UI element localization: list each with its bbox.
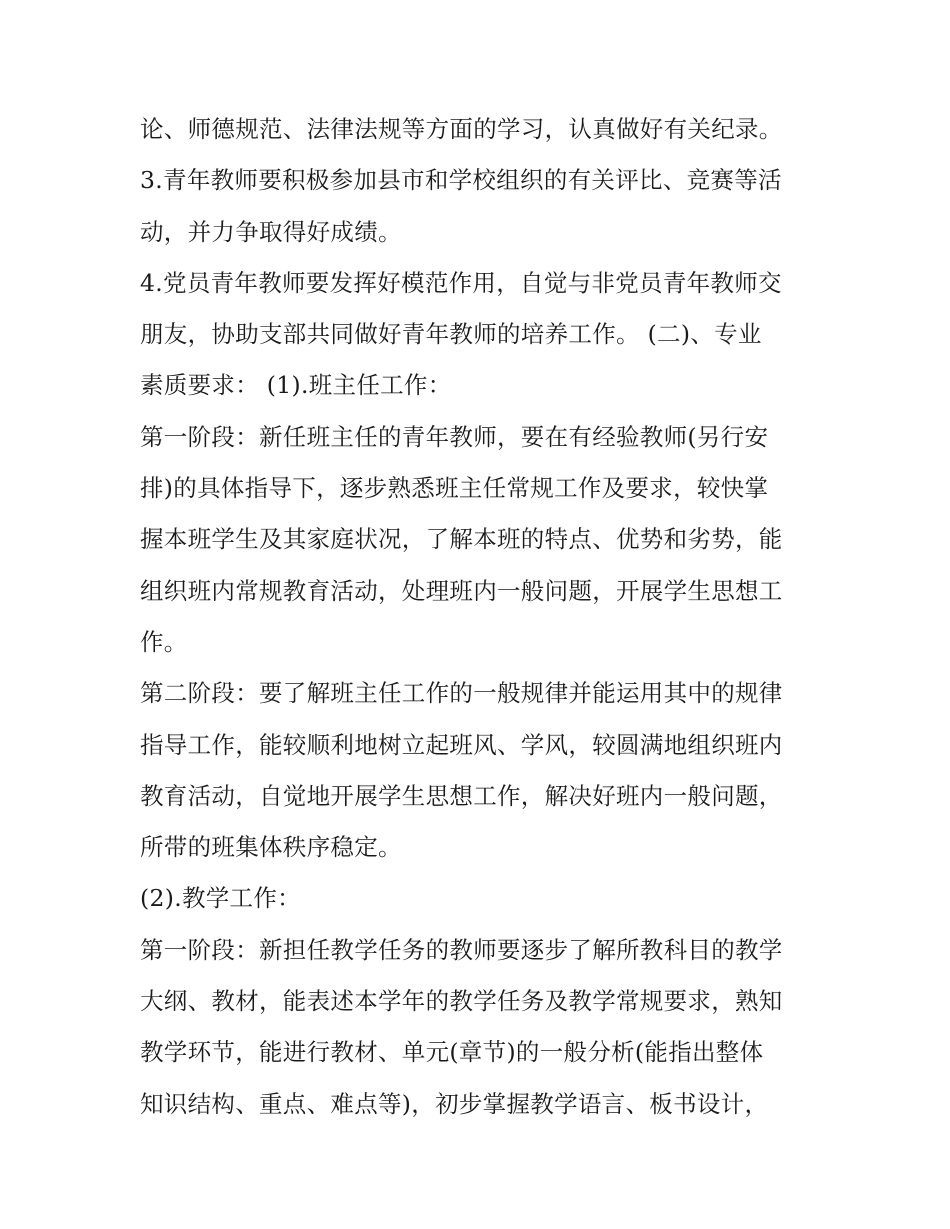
text-line: 排)的具体指导下，逐步熟悉班主任常规工作及要求，较快掌 [140, 474, 769, 503]
text-line: (2).教学工作： [140, 884, 301, 913]
text-line: 教学环节，能进行教材、单元(章节)的一般分析(能指出整体 [140, 1038, 764, 1067]
text-line: 素质要求： (1).班主任工作： [140, 371, 452, 400]
text-line: 朋友，协助支部共同做好青年教师的培养工作。 (二)、专业 [140, 320, 762, 349]
text-line: 作。 [140, 627, 188, 656]
text-line: 知识结构、重点、难点等)，初步掌握教学语言、板书设计， [140, 1089, 769, 1118]
document-body [140, 104, 820, 1130]
text-line: 指导工作，能较顺利地树立起班风、学风，较圆满地组织班内 [140, 730, 783, 759]
text-line: 3.青年教师要积极参加县市和学校组织的有关评比、竞赛等活 [140, 166, 782, 195]
text-line: 握本班学生及其家庭状况，了解本班的特点、优势和劣势，能 [140, 525, 783, 554]
text-line: 动，并力争取得好成绩。 [140, 217, 402, 246]
text-line: 第二阶段：要了解班主任工作的一般规律并能运用其中的规律 [140, 679, 783, 708]
text-line: 大纲、教材，能表述本学年的教学任务及教学常规要求，熟知 [140, 987, 783, 1016]
text-line: 教育活动，自觉地开展学生思想工作，解决好班内一般问题， [140, 781, 783, 810]
text-line: 所带的班集体秩序稳定。 [140, 833, 402, 862]
text-line: 4.党员青年教师要发挥好模范作用，自觉与非党员青年教师交 [140, 268, 782, 297]
text-line: 组织班内常规教育活动，处理班内一般问题，开展学生思想工 [140, 576, 783, 605]
text-line: 论、师德规范、法律法规等方面的学习，认真做好有关纪录。 [140, 115, 783, 143]
text-line: 第一阶段：新担任教学任务的教师要逐步了解所教科目的教学 [140, 935, 783, 964]
text-line: 第一阶段：新任班主任的青年教师，要在有经验教师(另行安 [140, 422, 769, 451]
